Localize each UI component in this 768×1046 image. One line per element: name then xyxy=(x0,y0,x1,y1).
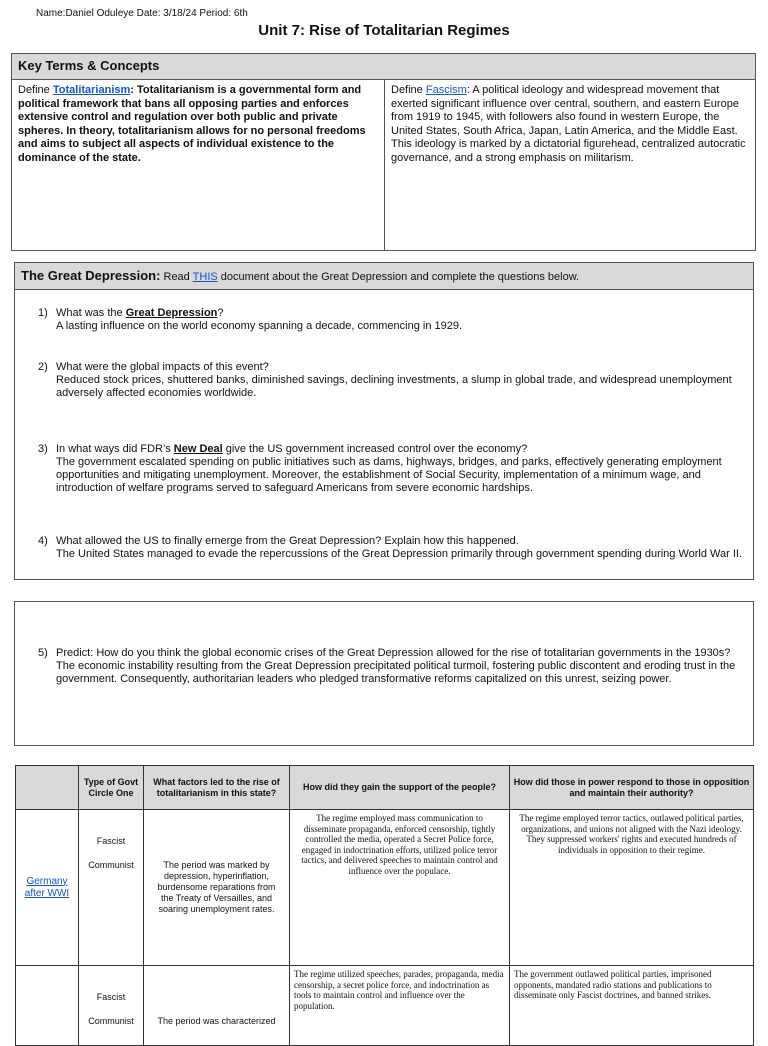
question-1 xyxy=(38,307,743,337)
great-depression-header xyxy=(15,263,753,290)
question-5 xyxy=(38,647,743,707)
country-cell xyxy=(16,810,79,966)
great-depression-section xyxy=(14,262,754,580)
totalitarianism-link[interactable]: Totalitarianism xyxy=(52,84,131,96)
answer-text: A lasting influence on the world economy spanning a decade, commencing in 1929. xyxy=(56,320,463,332)
page-title: Unit 7: Rise of Totalitarian Regimes xyxy=(258,22,510,39)
factors-cell: The period was characterized xyxy=(144,966,290,1046)
intro-after: document about the Great Depression and complete the questions below. xyxy=(217,271,580,283)
response-cell: The government outlawed political parties, imprisoned opponents, mandated radio stations and publications to disseminate only Fascist doctrines, and banned strikes. xyxy=(510,966,754,1046)
fascism-definition xyxy=(385,80,755,250)
response-cell: The regime employed terror tactics, outlawed political parties, organizations, and unions not aligned with the Nazi ideology. They suppressed workers' rights and executed hundreds of individuals in opposition to their regime. xyxy=(510,810,754,966)
header-country xyxy=(16,766,79,810)
new-deal-term: New Deal xyxy=(173,443,223,455)
answer-text: Reduced stock prices, shuttered banks, diminished savings, declining investments, a slump in global trade, and widespread unemployment adversely affected economies worldwide. xyxy=(56,374,732,399)
table-header-row xyxy=(16,766,754,810)
question-number: 3) xyxy=(38,443,48,455)
question-3 xyxy=(38,443,743,503)
define-prefix: Define xyxy=(18,84,53,96)
key-terms-section xyxy=(11,53,756,251)
option-fascist[interactable]: Fascist xyxy=(96,992,126,1002)
answer-text: The United States managed to evade the repercussions of the Great Depression primarily through government spending during World War II. xyxy=(56,548,743,560)
table-row xyxy=(16,810,754,966)
support-cell: The regime employed mass communication to disseminate propaganda, enforced censorship, tightly controlled the media, operated a Secret Police force, engaged in indoctrination efforts, utilized police terror tactics, and delivered speeches to maintain control and influence over the populace. xyxy=(290,810,510,966)
support-cell: The regime utilized speeches, parades, propaganda, media censorship, a secret police force, and indoctrination as tools to maintain control and influence over the population. xyxy=(290,966,510,1046)
define-prefix: Define xyxy=(391,84,426,96)
govt-type-cell xyxy=(79,810,144,966)
answer-text: The government escalated spending on public initiatives such as dams, highways, bridges, and parks, effectively generating employment opportunities and mitigating unemployment. Moreover, the establishment of Social Security, implementation of a minimum wage, and introduction of welfare programs served to safeguard Americans from severe economic hardships. xyxy=(56,456,722,494)
header-support: How did they gain the support of the people? xyxy=(290,766,510,810)
header-govt-type: Type of Govt Circle One xyxy=(79,766,144,810)
country-cell xyxy=(16,966,79,1046)
student-info-line: Name:Daniel Oduleye Date: 3/18/24 Period: 6th xyxy=(36,8,248,19)
fascism-text: : A political ideology and widespread movement that exerted significant influence over central, southern, and eastern Europe from 1919 to 1945, with followers also found in western Europe, the United States, South Africa, Japan, Latin America, and the Middle East. This ideology is marked by a dictatorial figurehead, centralized autocratic governance, and a strong emphasis on militarism. xyxy=(391,84,746,164)
great-depression-term: Great Depression xyxy=(125,307,218,319)
header-factors: What factors led to the rise of totalitarianism in this state? xyxy=(144,766,290,810)
regimes-table xyxy=(15,765,754,1046)
question-number: 4) xyxy=(38,535,48,547)
predict-text: Predict: How do you think the global economic crises of the Great Depression allowed for the rise of totalitarian governments in the 1930s? The economic instability resulting from the Great Depression precipitated political turmoil, fostering public discontent and eroding trust in the government. Consequently, authoritarian leaders who pledged transformative reforms capitalized on this unrest, seizing power. xyxy=(56,647,736,685)
fascism-link[interactable]: Fascism xyxy=(425,84,467,96)
question-text: What was the Great Depression? xyxy=(56,307,224,319)
this-document-link[interactable]: THIS xyxy=(192,271,218,283)
intro-before: Read xyxy=(160,271,193,283)
question-4 xyxy=(38,535,748,580)
question-number: 1) xyxy=(38,307,48,319)
option-fascist[interactable]: Fascist xyxy=(96,836,126,846)
totalitarianism-definition xyxy=(12,80,385,250)
option-communist[interactable]: Communist xyxy=(88,1016,134,1026)
key-terms-heading: Key Terms & Concepts xyxy=(18,58,160,73)
question-number: 5) xyxy=(38,647,48,659)
factors-cell: The period was marked by depression, hyperinflation, burdensome reparations from the Treaty of Versailles, and soaring unemployment rates. xyxy=(144,810,290,966)
option-communist[interactable]: Communist xyxy=(88,860,134,870)
predict-section xyxy=(14,601,754,746)
table-row xyxy=(16,966,754,1046)
country-link[interactable]: Germany after WWI xyxy=(24,875,70,899)
key-terms-header xyxy=(12,54,755,80)
govt-type-cell xyxy=(79,966,144,1046)
header-response: How did those in power respond to those in opposition and maintain their authority? xyxy=(510,766,754,810)
question-text: What allowed the US to finally emerge from the Great Depression? Explain how this happened. xyxy=(56,535,519,547)
question-text: What were the global impacts of this event? xyxy=(56,361,269,373)
question-2 xyxy=(38,361,743,406)
great-depression-heading: The Great Depression: xyxy=(21,268,161,283)
question-number: 2) xyxy=(38,361,48,373)
totalitarianism-text: : Totalitarianism is a governmental form and political framework that bans all opposing parties and enforces extensive control and regulation over both public and private spheres. In theory, totalitarianism allows for no personal freedoms and aims to subject all aspects of individual existence to the dominance of the state. xyxy=(18,84,366,164)
question-text: In what ways did FDR’s New Deal give the US government increased control over the economy? xyxy=(56,443,528,455)
